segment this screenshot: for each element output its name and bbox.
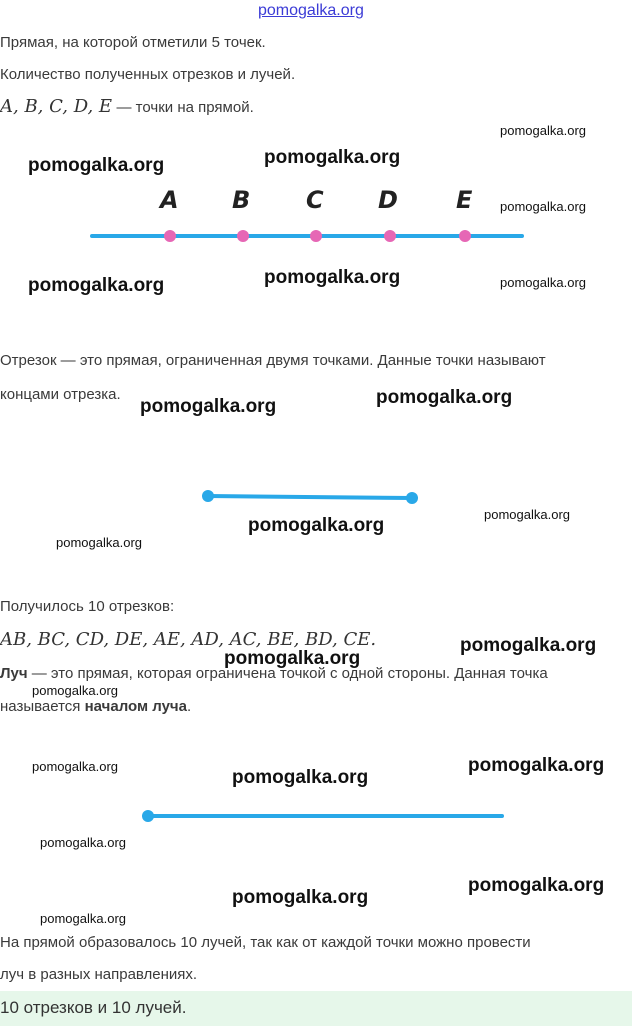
segment-definition-1: Отрезок — это прямая, ограниченная двумя точками. Данные точки называют [0,352,546,369]
label-b: B [232,186,251,214]
segment-end-left [202,490,214,502]
ray-figure [0,800,632,830]
point-a [164,230,176,242]
watermark: pomogalka.org [40,911,126,926]
segment-definition-2: концами отрезка. [0,386,121,403]
watermark: pomogalka.org [468,755,605,776]
segment-count: Получилось 10 отрезков: [0,598,175,615]
watermark: pomogalka.org [28,155,165,176]
watermark: pomogalka.org [468,875,605,896]
watermark: pomogalka.org [248,515,385,536]
ray-start-point [142,810,154,822]
ray-definition-prefix: называется [0,698,85,715]
point-c [310,230,322,242]
watermark: pomogalka.org [28,275,165,296]
points-math: A, B, C, D, E [0,96,113,117]
watermark: pomogalka.org [484,507,570,522]
ray-definition-text: — это прямая, которая ограничена точкой с одной стороны. Данная точка [27,665,548,682]
watermark: pomogalka.org [32,759,118,774]
watermark: pomogalka.org [224,648,361,669]
label-c: C [306,186,324,214]
points-text: — точки на прямой. [116,99,254,116]
label-d: D [378,186,398,214]
watermark: pomogalka.org [232,887,369,908]
answer-box [0,991,632,1026]
ray-term: Луч [0,665,28,682]
label-a: A [160,186,179,214]
point-d [384,230,396,242]
segment-list: AB, BC, CD, DE, AE, AD, AC, BE, BD, CE. [0,629,377,650]
watermark: pomogalka.org [140,396,277,417]
point-e [459,230,471,242]
watermark: pomogalka.org [500,275,586,290]
segment-end-right [406,492,418,504]
segment-line [208,496,412,498]
site-link[interactable]: pomogalka.org [258,2,364,19]
question-line: Количество полученных отрезков и лучей. [0,66,296,83]
watermark: pomogalka.org [264,147,401,168]
statement-line: Прямая, на которой отметили 5 точек. [0,34,266,51]
watermark: pomogalka.org [500,199,586,214]
watermark: pomogalka.org [264,267,401,288]
watermark: pomogalka.org [32,683,118,698]
label-e: E [456,186,473,214]
watermark: pomogalka.org [232,767,369,788]
watermark: pomogalka.org [376,387,513,408]
watermark: pomogalka.org [56,535,142,550]
watermark: pomogalka.org [500,123,586,138]
watermark: pomogalka.org [40,835,126,850]
ray-count-1: На прямой образовалось 10 лучей, так как от каждой точки можно провести [0,934,531,951]
watermark: pomogalka.org [460,635,597,656]
ray-start-term: началом луча [84,698,187,715]
ray-count-2: луч в разных направлениях. [0,966,198,983]
point-b [237,230,249,242]
answer-text: 10 отрезков и 10 лучей. [0,998,187,1017]
ray-definition-period: . [186,698,192,715]
points-line [0,96,254,117]
ray-definition-2 [0,698,191,715]
